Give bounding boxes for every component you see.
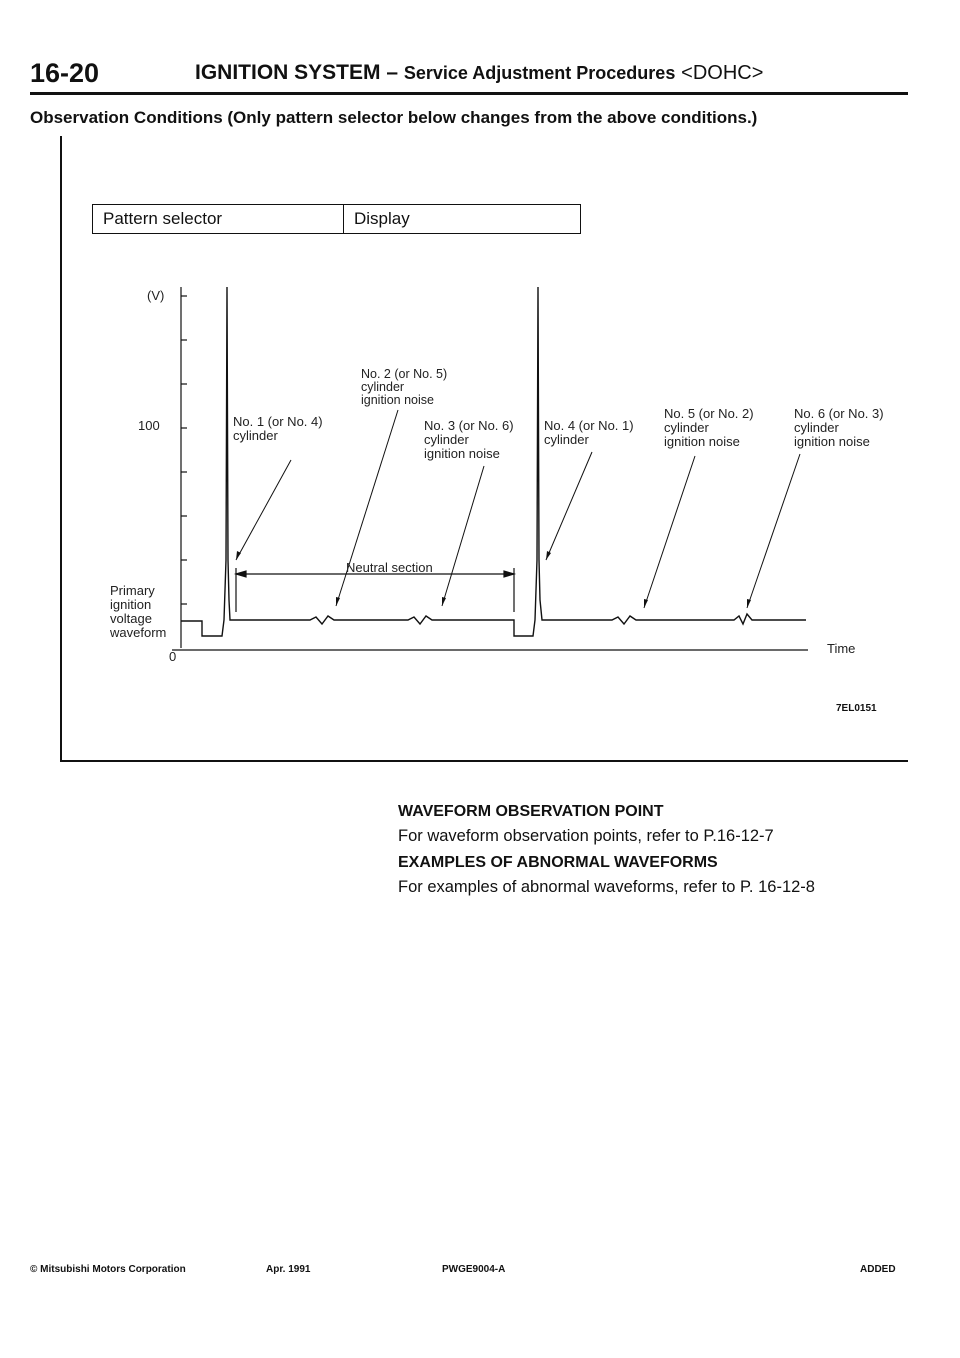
label-no4 xyxy=(544,418,634,447)
y-0-label: 0 xyxy=(169,649,177,664)
svg-text:cylinder: cylinder xyxy=(664,420,709,435)
svg-text:ignition noise: ignition noise xyxy=(361,393,434,407)
svg-text:ignition noise: ignition noise xyxy=(424,446,500,461)
pattern-selector-header: Pattern selector xyxy=(93,205,344,233)
svg-text:No. 3 (or No. 6): No. 3 (or No. 6) xyxy=(424,418,514,433)
svg-text:Primary: Primary xyxy=(110,583,155,598)
leader-arrowheads xyxy=(236,551,751,608)
svg-text:No. 4 (or No. 1): No. 4 (or No. 1) xyxy=(544,418,634,433)
footer-date: Apr. 1991 xyxy=(266,1264,311,1275)
x-axis-label: Time xyxy=(827,641,856,656)
page-number: 16-20 xyxy=(30,58,100,88)
observation-notes xyxy=(398,803,918,905)
neutral-section-label: Neutral section xyxy=(346,560,433,575)
y-axis-title xyxy=(109,583,166,640)
footer-status: ADDED xyxy=(860,1264,896,1275)
svg-text:cylinder: cylinder xyxy=(794,420,839,435)
svg-text:cylinder: cylinder xyxy=(233,428,278,443)
observation-point-heading: WAVEFORM OBSERVATION POINT xyxy=(398,803,664,820)
svg-text:ignition noise: ignition noise xyxy=(664,434,740,449)
label-no1 xyxy=(233,414,323,443)
label-no6 xyxy=(794,406,884,449)
footer-copyright: © Mitsubishi Motors Corporation xyxy=(30,1264,186,1275)
abnormal-waveforms-heading: EXAMPLES OF ABNORMAL WAVEFORMS xyxy=(398,854,718,871)
section-subtitle: Service Adjustment Procedures xyxy=(403,63,676,83)
observation-conditions: Observation Conditions (Only pattern selector below changes from the above conditions.) xyxy=(30,108,758,127)
svg-text:ignition noise: ignition noise xyxy=(794,434,870,449)
svg-text:No. 2 (or No. 5): No. 2 (or No. 5) xyxy=(361,367,448,381)
ignition-waveform xyxy=(181,287,806,636)
label-no3 xyxy=(424,418,514,461)
svg-text:cylinder: cylinder xyxy=(361,380,405,394)
frame-bottom-border xyxy=(60,760,908,762)
svg-text:No. 5 (or No. 2): No. 5 (or No. 2) xyxy=(664,406,754,421)
title-dash: – xyxy=(386,61,399,84)
svg-text:No. 1 (or No. 4): No. 1 (or No. 4) xyxy=(233,414,323,429)
svg-text:cylinder: cylinder xyxy=(424,432,469,447)
display-header: Display xyxy=(354,209,410,228)
y-axis-ticks xyxy=(181,296,187,604)
svg-text:waveform: waveform xyxy=(110,625,167,640)
svg-text:cylinder: cylinder xyxy=(544,432,589,447)
engine-type: <DOHC> xyxy=(681,62,764,84)
svg-text:No. 6 (or No. 3): No. 6 (or No. 3) xyxy=(794,406,884,421)
label-no2 xyxy=(361,367,447,407)
section-title: IGNITION SYSTEM xyxy=(195,61,381,84)
abnormal-waveforms-text: For examples of abnormal waveforms, refer to P. 16-12-8 xyxy=(398,878,815,896)
svg-text:voltage: voltage xyxy=(110,611,152,626)
footer-doc-code: PWGE9004-A xyxy=(442,1264,506,1275)
y-unit-label: (V) xyxy=(147,288,165,303)
label-no5 xyxy=(664,406,754,449)
y-100-label: 100 xyxy=(138,418,160,433)
svg-text:ignition: ignition xyxy=(110,597,152,612)
figure-code: 7EL0151 xyxy=(836,703,877,714)
observation-point-text: For waveform observation points, refer to P.16-12-7 xyxy=(398,827,774,845)
